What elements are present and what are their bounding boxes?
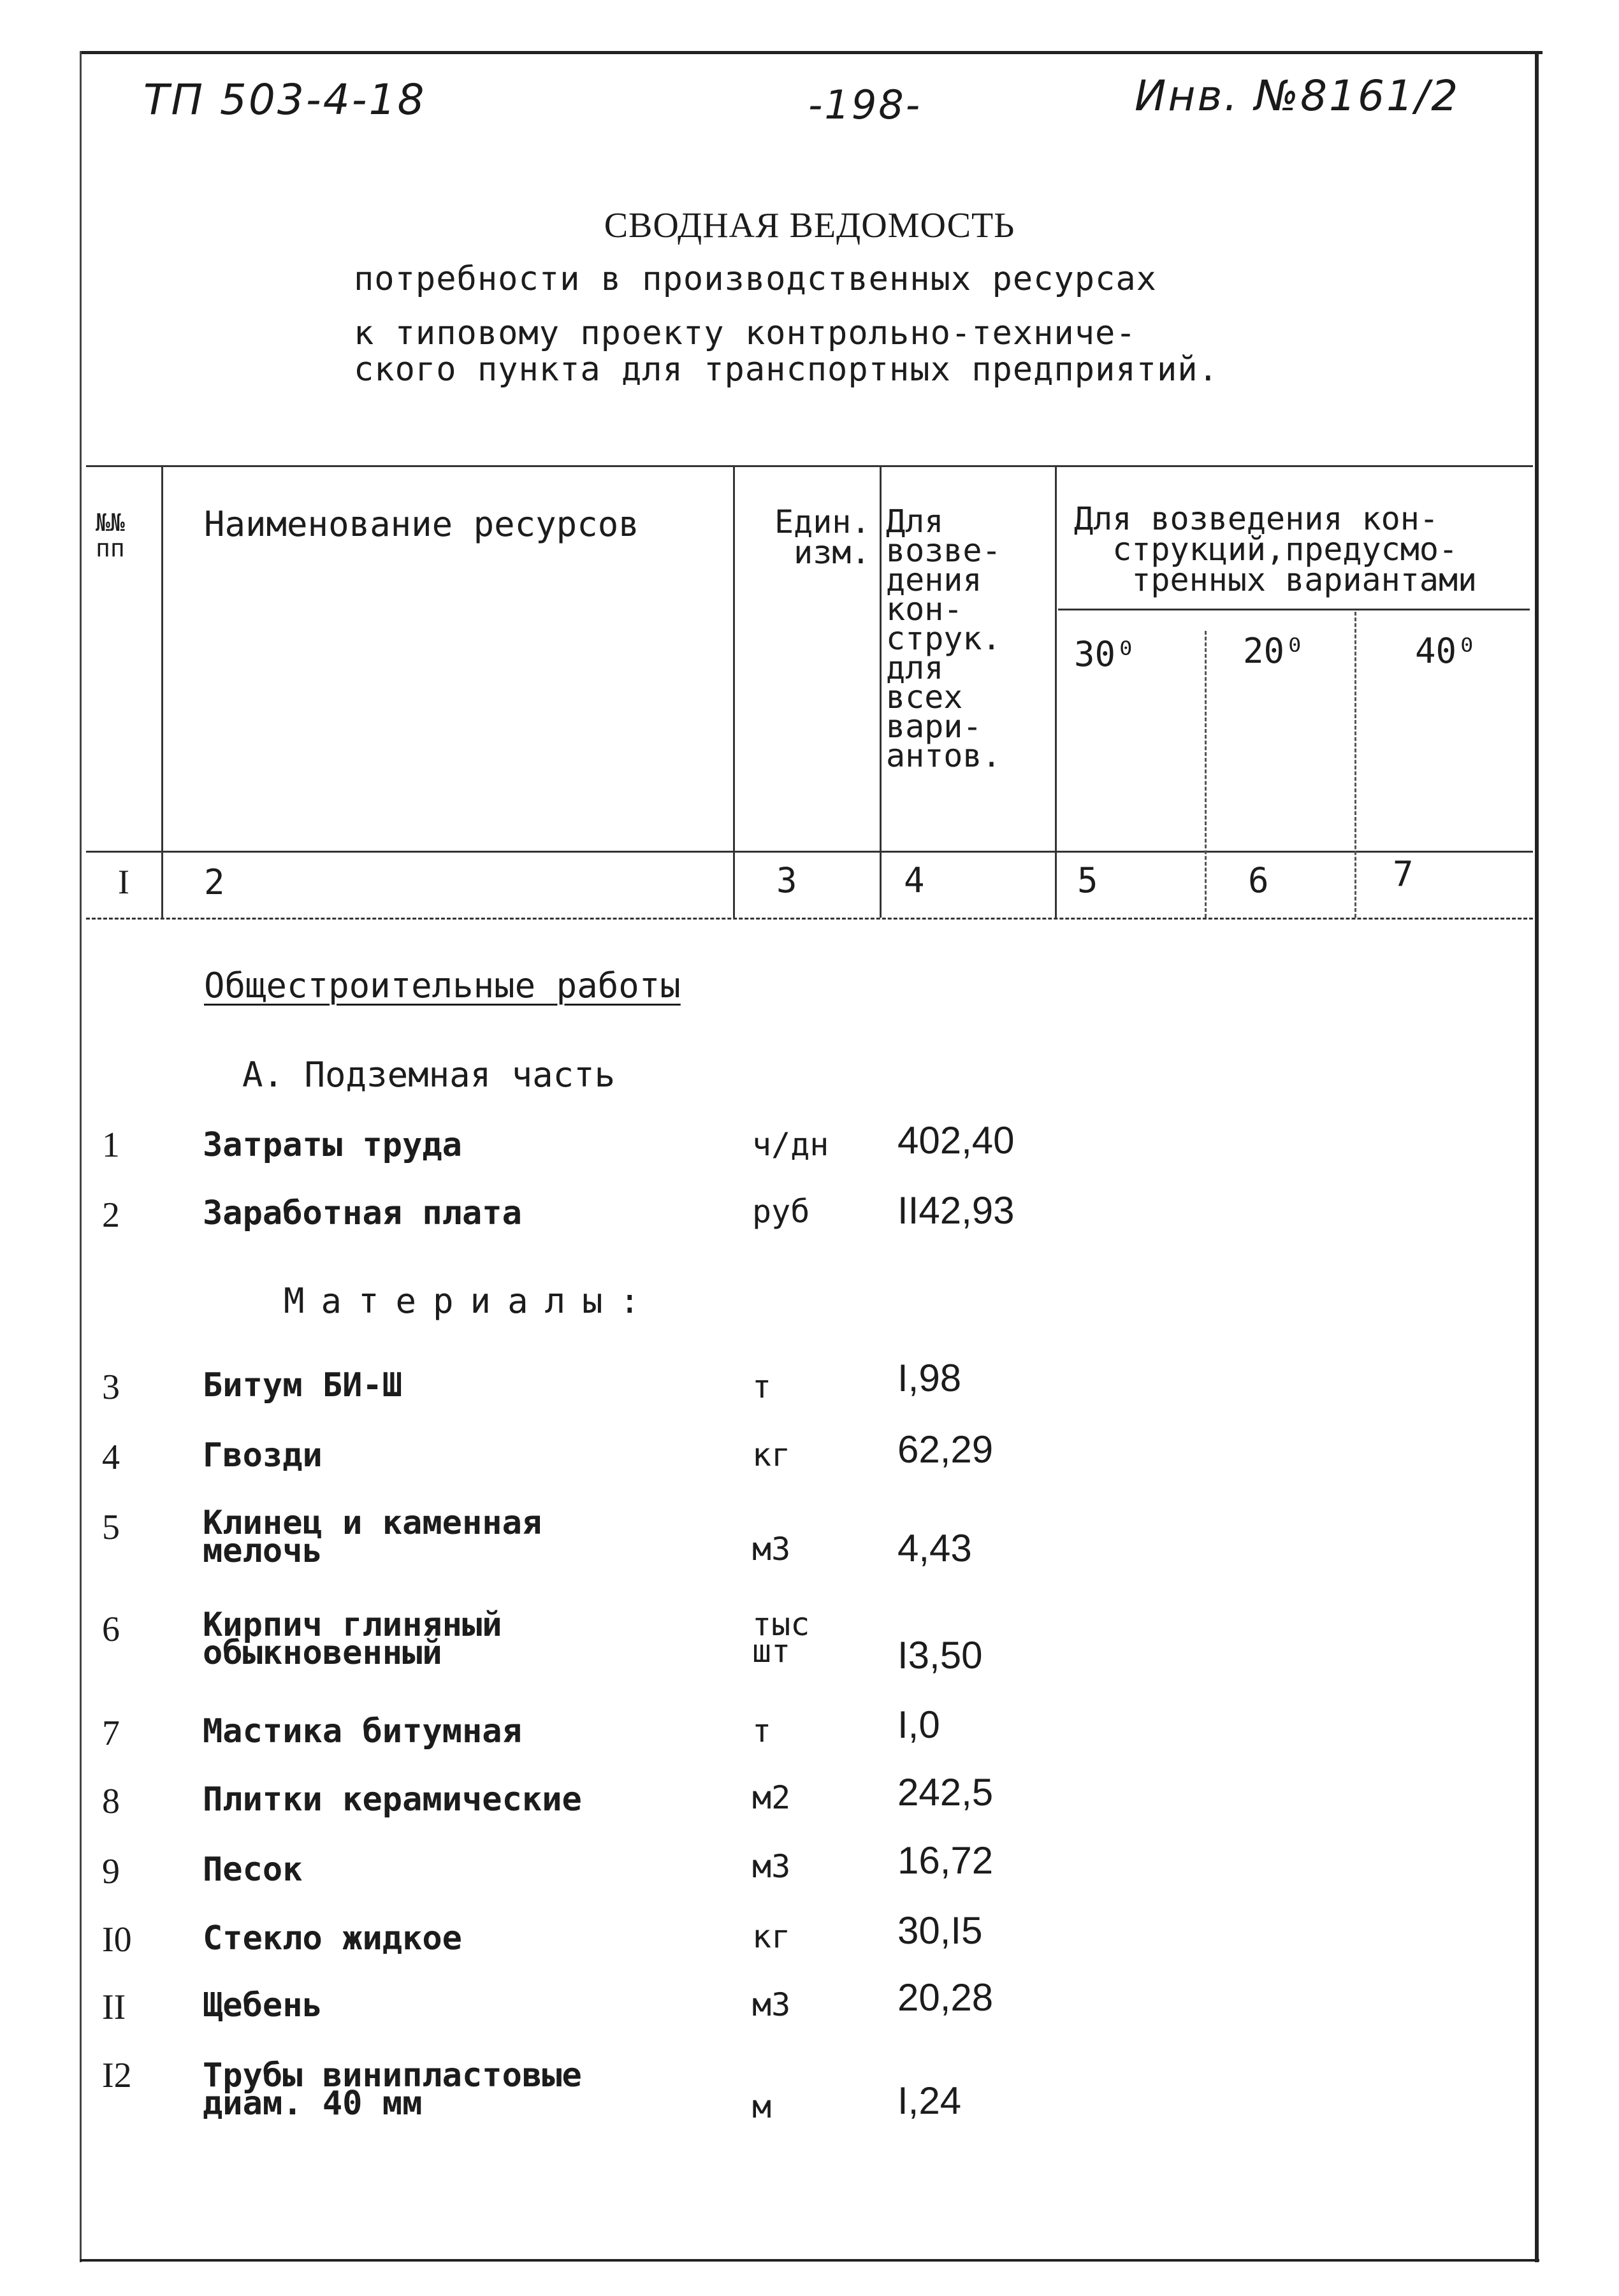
- col-divider-2: [733, 465, 735, 918]
- doc-code: ТП 503-4-18: [143, 75, 426, 124]
- header-variant-20: 20⁰: [1243, 631, 1305, 671]
- row-resource-name: Кирпич глиняный обыкновенный: [203, 1606, 502, 1672]
- column-numbers-rule: [86, 918, 1533, 920]
- row-resource-name: Стекло жидкое: [203, 1919, 462, 1958]
- row-resource-name: Затраты труда: [203, 1126, 462, 1164]
- col-number-1: I: [118, 863, 129, 901]
- row-unit: кг: [752, 1436, 791, 1473]
- title-line-3: к типовому проекту контрольно-техниче-: [354, 314, 1136, 352]
- header-variant-40: 40⁰: [1415, 631, 1477, 671]
- col-number-3: 3: [776, 860, 797, 900]
- row-value-all-variants: 4,43: [897, 1527, 972, 1570]
- group-header-rule: [1058, 609, 1530, 610]
- row-number: I0: [102, 1920, 132, 1960]
- col-divider-1: [161, 465, 163, 918]
- row-unit: м3: [752, 1531, 791, 1568]
- row-number: II: [102, 1988, 126, 2027]
- header-col-unit: Един. изм.: [774, 503, 871, 571]
- row-number: 2: [102, 1195, 120, 1235]
- row-resource-name: Щебень: [203, 1986, 323, 2025]
- document-title: СВОДНАЯ ВЕДОМОСТЬ: [604, 206, 1015, 245]
- row-unit: руб: [752, 1193, 810, 1230]
- row-value-all-variants: 20,28: [897, 1976, 994, 2019]
- table-top-rule: [86, 465, 1533, 467]
- row-unit: т: [752, 1368, 772, 1405]
- row-number: 1: [102, 1125, 120, 1165]
- row-resource-name: Трубы винипластовые диам. 40 мм: [203, 2056, 582, 2123]
- row-resource-name: Клинец и каменная мелочь: [203, 1504, 542, 1570]
- row-resource-name: Битум БИ-Ш: [203, 1366, 403, 1404]
- row-number: 3: [102, 1368, 120, 1407]
- row-value-all-variants: I,98: [897, 1357, 962, 1399]
- row-unit: т: [752, 1712, 772, 1749]
- row-number: 9: [102, 1852, 120, 1891]
- row-unit: ч/дн: [752, 1126, 829, 1163]
- row-resource-name: Мастика битумная: [203, 1712, 522, 1751]
- row-value-all-variants: 30,I5: [897, 1909, 983, 1952]
- col-divider-5: [1205, 631, 1207, 918]
- frame-top-border: [80, 51, 1543, 54]
- section-underground-part: А. Подземная часть: [242, 1055, 616, 1095]
- row-number: 5: [102, 1508, 120, 1547]
- row-value-all-variants: 402,40: [897, 1119, 1015, 1162]
- header-variant-30: 30⁰: [1074, 634, 1136, 674]
- header-col-name: Наименование ресурсов: [204, 504, 639, 544]
- title-line-2: потребности в производственных ресурсах: [354, 260, 1157, 298]
- row-unit: м: [752, 2088, 772, 2125]
- row-number: 4: [102, 1438, 120, 1477]
- col-number-4: 4: [904, 860, 925, 900]
- col-number-7: 7: [1393, 854, 1414, 894]
- frame-bottom-border: [80, 2259, 1539, 2262]
- col-number-5: 5: [1077, 860, 1098, 900]
- row-number: I2: [102, 2056, 132, 2095]
- row-resource-name: Заработная плата: [203, 1194, 522, 1232]
- row-value-all-variants: II42,93: [897, 1189, 1015, 1232]
- row-unit: м3: [752, 1986, 791, 2023]
- header-variants-group: Для возведения кон- струкций,предусмо- тренных вариантами: [1074, 500, 1477, 598]
- col-number-2: 2: [204, 862, 225, 902]
- inventory-number: Инв. №8161/2: [1135, 71, 1460, 120]
- row-resource-name: Гвозди: [203, 1436, 323, 1475]
- header-bottom-rule: [86, 851, 1533, 853]
- col-divider-4: [1055, 465, 1057, 918]
- section-general-construction: Общестроительные работы: [204, 965, 681, 1006]
- row-value-all-variants: 62,29: [897, 1428, 994, 1471]
- row-unit: м3: [752, 1848, 791, 1885]
- row-number: 6: [102, 1610, 120, 1649]
- section-materials: Материалы:: [284, 1281, 657, 1321]
- row-value-all-variants: I3,50: [897, 1634, 983, 1677]
- col-divider-6: [1354, 612, 1356, 918]
- row-value-all-variants: 242,5: [897, 1771, 994, 1814]
- row-unit: тыс шт: [752, 1606, 810, 1670]
- row-resource-name: Песок: [203, 1851, 303, 1889]
- col-divider-3: [880, 465, 882, 918]
- page-number: -198-: [808, 82, 922, 128]
- row-resource-name: Плитки керамические: [203, 1780, 582, 1819]
- row-number: 7: [102, 1714, 120, 1753]
- title-line-4: ского пункта для транспортных предприятий.: [354, 350, 1219, 389]
- row-value-all-variants: I,24: [897, 2079, 962, 2122]
- frame-left-border: [80, 51, 82, 2262]
- row-value-all-variants: I,0: [897, 1703, 940, 1746]
- row-value-all-variants: 16,72: [897, 1839, 994, 1882]
- row-unit: м2: [752, 1779, 791, 1816]
- row-unit: кг: [752, 1918, 791, 1955]
- row-number: 8: [102, 1782, 120, 1821]
- frame-right-border: [1535, 51, 1539, 2262]
- col-number-6: 6: [1248, 860, 1269, 900]
- header-col-all-variants: Для возве- дения кон- струк. для всех вари- антов.: [886, 503, 1001, 774]
- header-col-number: №№ пп: [96, 509, 125, 562]
